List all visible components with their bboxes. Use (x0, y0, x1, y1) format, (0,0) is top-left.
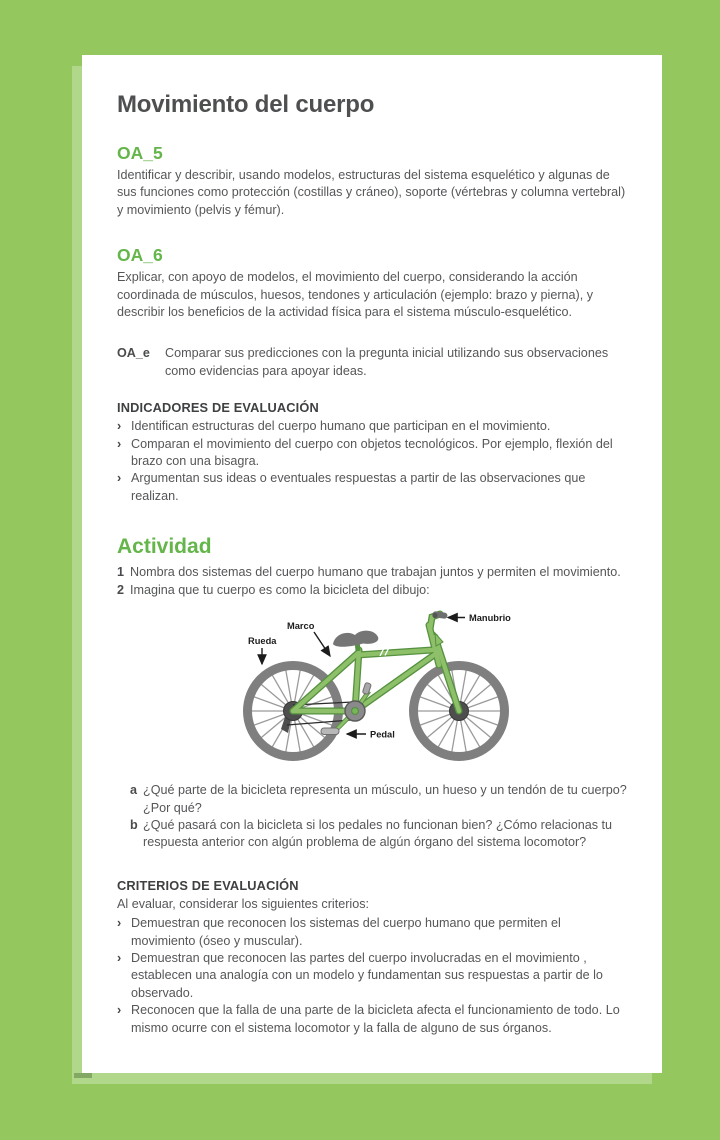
section-indicadores (117, 400, 627, 505)
criterios-heading: CRITERIOS DE EVALUACIÓN (117, 877, 299, 893)
criterio-item-text: Reconocen que la falla de una parte de la bicicleta afecta el funcionamiento de todo. Lo mismo ocurre con el sistema locomotor y la falla de alguno de sus órganos. (131, 1003, 620, 1035)
bike-label-marco: Marco (287, 621, 315, 632)
actividad-item-a (130, 782, 627, 817)
actividad-heading: Actividad (117, 535, 212, 559)
bike-label-manubrio: Manubrio (469, 613, 511, 624)
oa5-body: Identificar y describir, usando modelos, estructuras del sistema esquelético y algunas de sus funciones como protección (costillas y cráneo), soporte (vértebras y columna vertebral) y movimiento (pelvis y fémur). (117, 168, 626, 217)
oa6-heading: OA_6 (117, 245, 163, 266)
bike-label-pedal: Pedal (370, 729, 395, 740)
item-letter: b (130, 817, 138, 832)
oae-body: Comparar sus predicciones con la pregunta inicial utilizando sus observaciones como evidencias para apoyar ideas. (165, 346, 609, 378)
worksheet-page (82, 55, 662, 1073)
actividad-item-1 (117, 564, 627, 581)
section-oa6 (117, 246, 627, 321)
oa5-heading: OA_5 (117, 143, 163, 163)
chevron-bullet-icon: › (117, 916, 122, 931)
marco-arrow-icon (314, 632, 330, 656)
indicadores-list (117, 418, 627, 505)
criterio-item-text: Demuestran que reconocen las partes del cuerpo involucradas en el movimiento , establecen una analogía con un modelo y fundamentan sus respuestas a partir de lo observado. (131, 950, 603, 1000)
bike-label-rueda: Rueda (248, 636, 277, 647)
item-number: 1 (117, 565, 125, 580)
criterios-list (117, 915, 627, 1037)
bicycle-svg (235, 605, 527, 773)
actividad-lettered-list (130, 782, 627, 852)
indicadores-heading: INDICADORES DE EVALUACIÓN (117, 400, 319, 416)
item-number: 2 (117, 582, 125, 597)
page-corner-shadow (74, 1073, 92, 1078)
frame (293, 614, 459, 711)
section-actividad (117, 536, 627, 851)
chevron-bullet-icon: › (117, 436, 122, 451)
page-title: Movimiento del cuerpo (117, 91, 375, 118)
oae-label: OA_e (117, 346, 150, 361)
actividad-item-text: Imagina que tu cuerpo es como la bicicleta del dibujo: (130, 582, 430, 597)
chevron-bullet-icon: › (117, 950, 122, 965)
indicador-item-text: Argumentan sus ideas o eventuales respuestas a partir de las observaciones que realizan. (131, 471, 586, 503)
section-oa5 (117, 144, 627, 219)
indicador-item (117, 436, 627, 471)
criterio-item-text: Demuestran que reconocen los sistemas del cuerpo humano que permiten el movimiento (óseo y muscular). (131, 916, 561, 948)
chevron-bullet-icon: › (117, 1003, 122, 1018)
criterios-intro: Al evaluar, considerar los siguientes criterios: (117, 896, 369, 911)
actividad-item-text: ¿Qué parte de la bicicleta representa un músculo, un hueso y un tendón de tu cuerpo? ¿Por qué? (143, 783, 627, 815)
actividad-item-b (130, 817, 627, 852)
actividad-item-text: ¿Qué pasará con la bicicleta si los pedales no funcionan bien? ¿Cómo relacionas tu respuesta anterior con algún problema de algún órgano del sistema locomotor? (143, 817, 613, 850)
indicador-item-text: Comparan el movimiento del cuerpo con objetos tecnológicos. Por ejemplo, flexión del brazo con una bisagra. (131, 436, 613, 469)
saddle (333, 631, 378, 647)
actividad-item-2 (117, 582, 627, 599)
indicador-item (117, 470, 627, 505)
lower-pedal (321, 728, 339, 735)
chevron-bullet-icon: › (117, 471, 122, 486)
bicycle-illustration (235, 605, 527, 773)
criterio-item (117, 915, 627, 950)
brake-lever (435, 633, 443, 646)
oa6-body: Explicar, con apoyo de modelos, el movimiento del cuerpo, considerando la acción coordinada de músculos, huesos, tendones y articulación (ejemplo: brazo y pierna), y describir los beneficios de la actividad física para el sistema músculo-esquelético. (117, 270, 594, 320)
actividad-numbered-list (117, 564, 627, 599)
actividad-item-text: Nombra dos sistemas del cuerpo humano que trabajan juntos y permiten el movimiento. (130, 565, 621, 580)
indicador-item (117, 418, 627, 435)
criterio-item (117, 950, 627, 1002)
chevron-bullet-icon: › (117, 419, 122, 434)
handlebar-grip (432, 611, 448, 619)
item-letter: a (130, 783, 138, 798)
criterio-item (117, 1002, 627, 1037)
indicador-item-text: Identifican estructuras del cuerpo humano que participan en el movimiento. (131, 419, 551, 434)
oae-row (117, 345, 627, 380)
section-criterios (117, 878, 627, 1037)
